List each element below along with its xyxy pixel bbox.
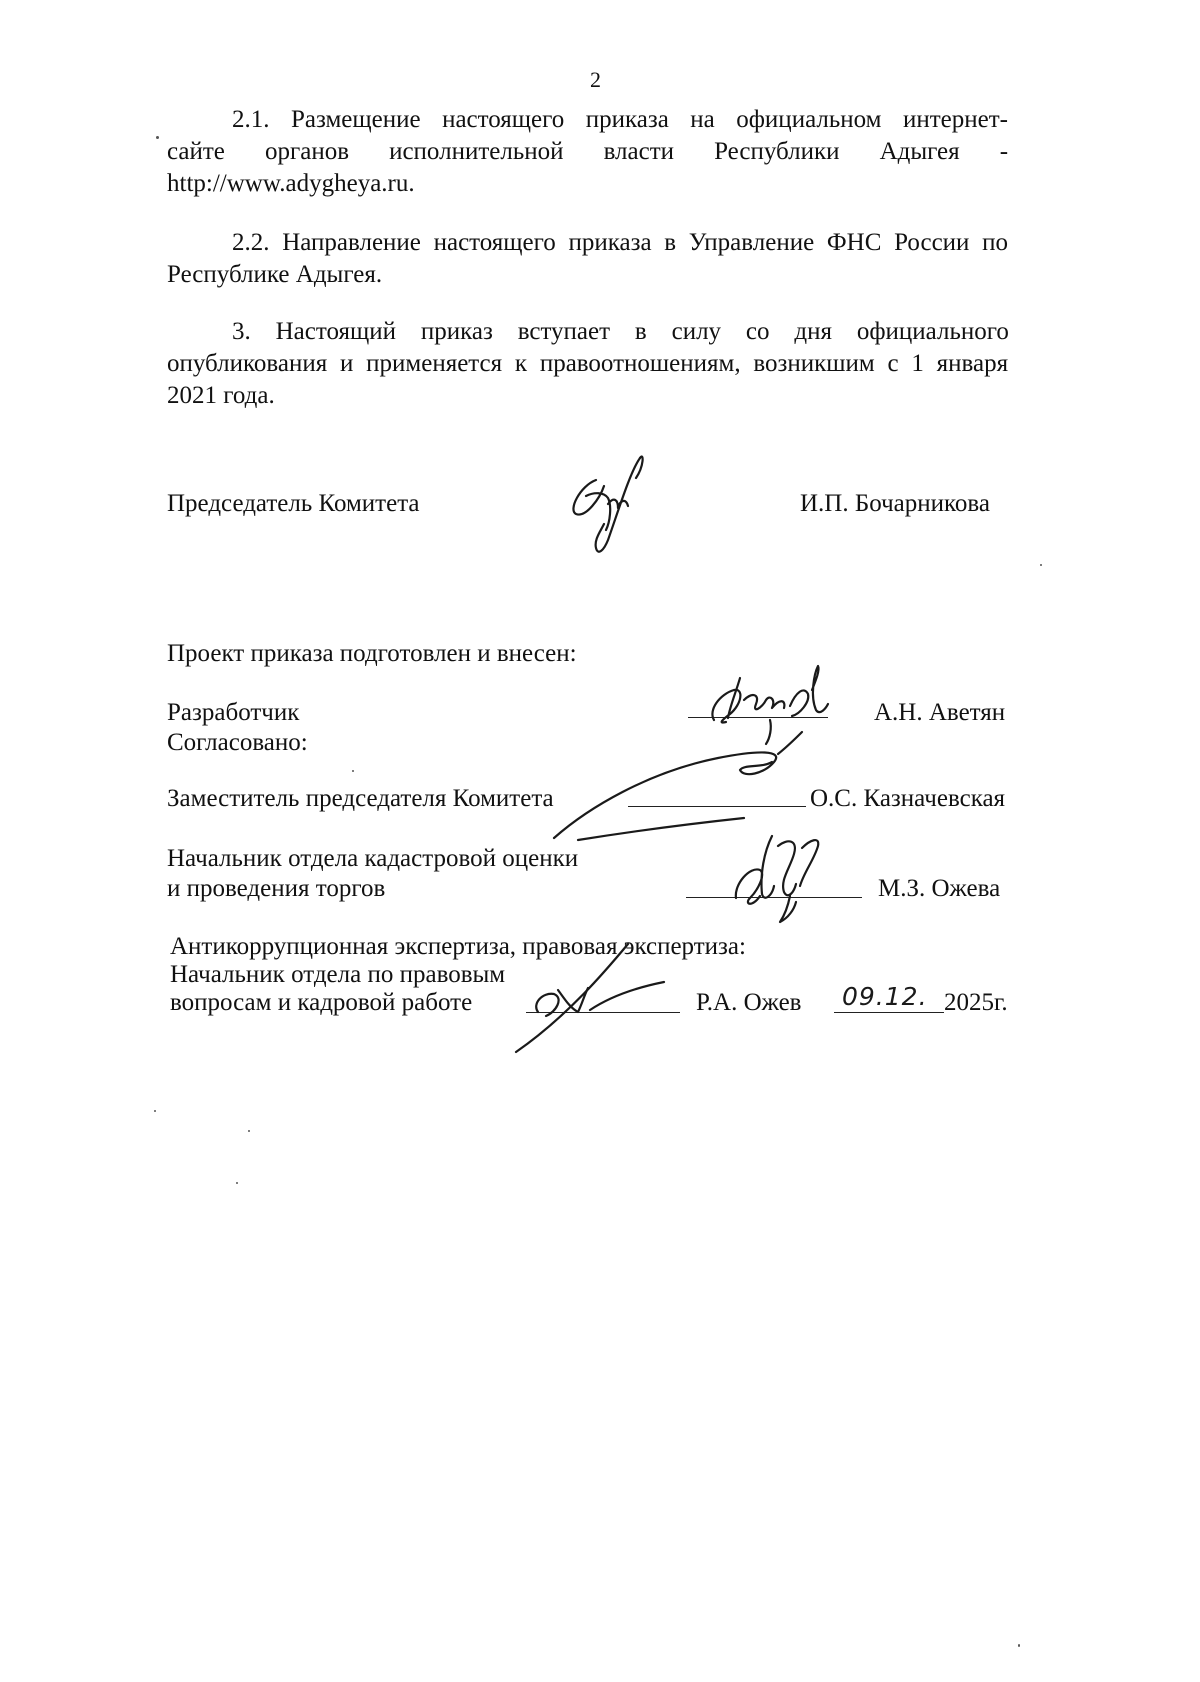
approval-heading: Проект приказа подготовлен и внесен: — [167, 640, 577, 667]
deputy-name: О.С. Казначевская — [810, 785, 1006, 812]
expertise-heading: Антикоррупционная экспертиза, правовая экспертиза: — [170, 933, 746, 960]
cadastral-role-line-2: и проведения торгов — [167, 875, 386, 902]
developer-name: А.Н. Аветян — [874, 699, 1006, 726]
clause-2-1-line-1: 2.1. Размещение настоящего приказа на официальном интернет- — [232, 106, 1008, 133]
legal-signature — [508, 938, 678, 1058]
clause-3-line-2: опубликования и применяется к правоотношениям, возникшим с 1 января — [167, 350, 1009, 377]
date-line — [834, 1012, 944, 1013]
clause-2-1-line-3: http://www.adygheya.ru. — [167, 170, 415, 197]
chairman-title: Председатель Комитета — [167, 490, 420, 517]
agreed-label: Согласовано: — [167, 729, 308, 756]
chairman-name: И.П. Бочарникова — [800, 490, 990, 517]
clause-3-line-3: 2021 года. — [167, 382, 275, 409]
clause-2-2-line-2: Республике Адыгея. — [167, 261, 383, 288]
scan-speck — [154, 1110, 156, 1112]
deputy-role: Заместитель председателя Комитета — [167, 785, 554, 812]
scan-speck — [1040, 564, 1042, 566]
scan-speck — [352, 770, 354, 772]
scan-speck — [236, 1182, 238, 1184]
cadastral-role-line-1: Начальник отдела кадастровой оценки — [167, 845, 579, 872]
cadastral-signature — [724, 826, 834, 926]
cadastral-name: М.З. Ожева — [878, 875, 1001, 902]
clause-2-1-line-2: сайте органов исполнительной власти Республики Адыгея - — [167, 138, 1009, 165]
legal-name: Р.А. Ожев — [696, 989, 802, 1016]
clause-2-2-line-1: 2.2. Направление настоящего приказа в Управление ФНС России по — [232, 229, 1009, 256]
handwritten-date: 09.12. — [842, 982, 928, 1011]
chairman-signature — [560, 452, 660, 562]
legal-role-line-2: вопросам и кадровой работе — [170, 989, 473, 1016]
developer-role: Разработчик — [167, 699, 300, 726]
legal-role-line-1: Начальник отдела по правовым — [170, 961, 506, 988]
scan-speck — [156, 136, 159, 139]
scan-speck — [248, 1130, 250, 1132]
year-suffix: 2025г. — [944, 989, 1008, 1016]
page-number: 2 — [590, 67, 601, 92]
scan-speck — [1018, 1644, 1020, 1647]
clause-3-line-1: 3. Настоящий приказ вступает в силу со дня официального — [232, 318, 1009, 345]
